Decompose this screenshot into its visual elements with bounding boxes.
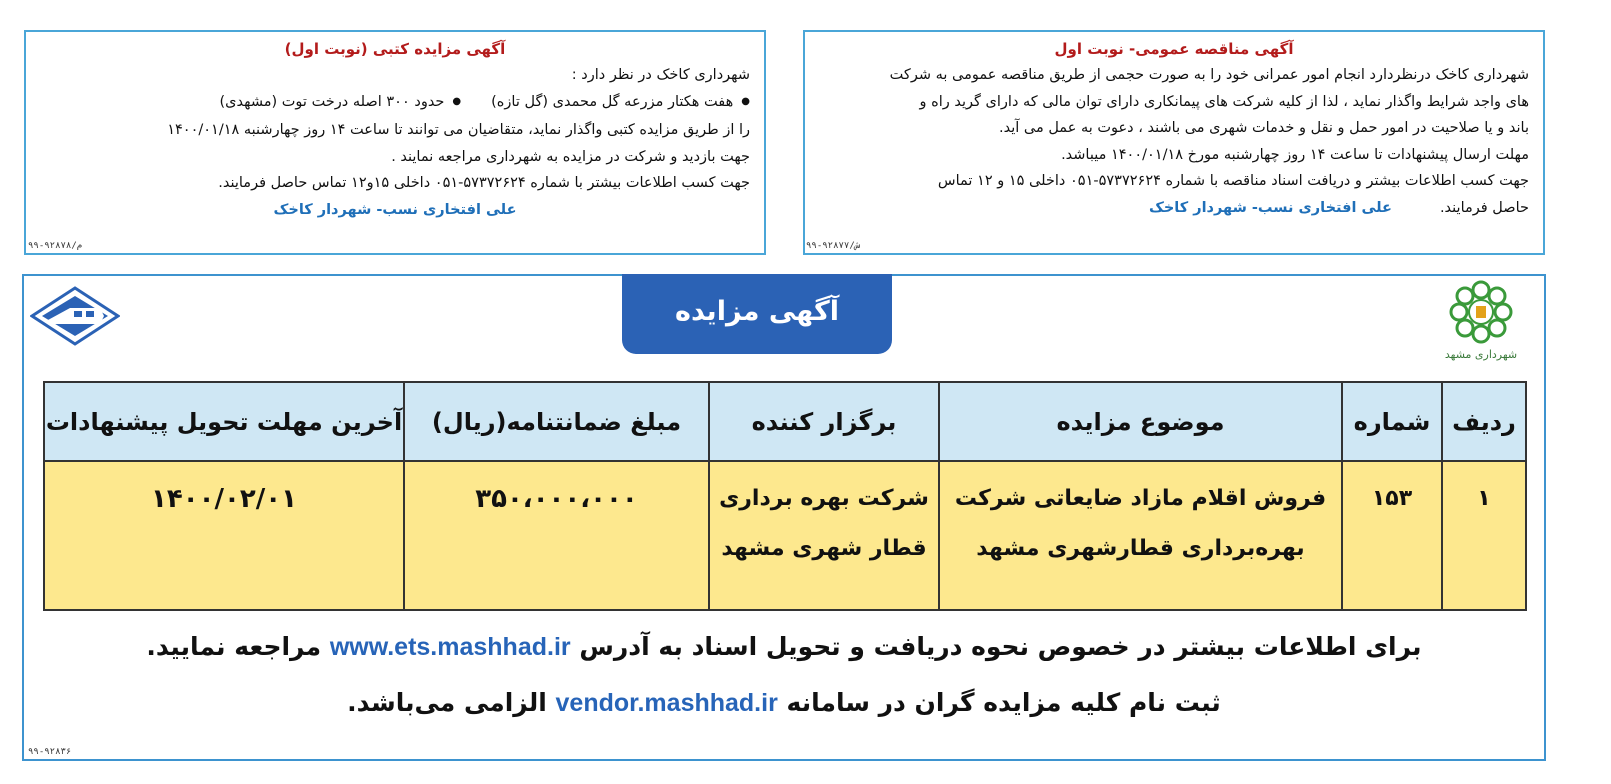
right-ad-body-line: شهرداری کاخک درنظردارد انجام امور عمرانی خود را به صورت حجمی از طریق مناقصه عمومی به شرکت (889, 67, 1529, 83)
right-ad-body-line: جهت کسب اطلاعات بیشتر و دریافت اسناد مناقصه با شماره ۵۷۳۷۲۶۲۴-۰۵۱ داخلی ۱۵ و ۱۲ تماس (937, 173, 1529, 189)
left-ad-title: آگهی مزایده کتبی (نوبت اول) (284, 40, 506, 58)
row-number-cell: ۱۵۳ (1342, 461, 1442, 610)
right-ad-body-line: های واجد شرایط واگذار نماید ، لذا از کلیه شرکت های پیمانکاری دارای توان مالی که دارای گرید راه و (919, 93, 1529, 110)
table-header-cell: برگزار کننده (709, 382, 939, 461)
table-row (44, 461, 1526, 610)
subject-line: بهره‌برداری قطارشهری مشهد (976, 536, 1305, 561)
vendor-website-link[interactable]: vendor.mashhad.ir (555, 689, 778, 717)
main-ad-ref-code: ۹۹-۹۲۸۳۶ (28, 747, 72, 757)
right-ad-body-line: باند و یا صلاحیت در امور حمل و نقل و خدمات شهری می باشند ، دعوت به عمل می آید. (998, 120, 1529, 136)
left-ad-ref-code: ۹۹-۹۲۸۷۸/م (28, 241, 83, 251)
left-ad-body-line: را از طریق مزایده کتبی واگذار نماید، متقاضیان می توانند تا ساعت ۱۴ روز چهارشنبه ۱۴۰۰/۰۱/۱۸ (167, 122, 750, 138)
municipality-logo-icon (1440, 280, 1522, 361)
row-deadline-cell: ۱۴۰۰/۰۲/۰۱ (44, 461, 404, 610)
table-header-cell: شماره (1342, 382, 1442, 461)
left-ad-items (26, 89, 764, 118)
row-subject-cell (939, 461, 1342, 610)
left-ad-body-line: جهت کسب اطلاعات بیشتر با شماره ۵۷۳۷۲۶۲۴-۰۵۱ داخلی ۱۵و۱۲ تماس حاصل فرمایند. (218, 175, 750, 191)
metro-logo-icon (30, 286, 120, 350)
main-ad-title: آگهی مزایده (622, 274, 892, 354)
right-tender-ad (803, 30, 1545, 255)
note1-text-before: برای اطلاعات بیشتر در خصوص نحوه دریافت و تحویل اسناد به آدرس (579, 632, 1422, 661)
table-header-cell: ردیف (1442, 382, 1526, 461)
left-ad-signature: علی افتخاری نسب- شهردار کاخک (273, 201, 517, 218)
left-ad-body-line: جهت بازدید و شرکت در مزایده به شهرداری مراجعه نمایند . (391, 148, 750, 165)
right-ad-title: آگهی مناقصه عمومی- نوبت اول (1054, 40, 1294, 58)
row-guarantee-cell: ۳۵۰،۰۰۰،۰۰۰ (404, 461, 709, 610)
note1-text-after: مراجعه نمایید. (146, 632, 322, 661)
note2-text-before: ثبت نام کلیه مزایده گران در سامانه (786, 688, 1221, 717)
auction-table (43, 381, 1527, 611)
right-ad-last-line: حاصل فرمایند. (1439, 199, 1529, 216)
right-ad-signature: علی افتخاری نسب- شهردار کاخک (1149, 199, 1392, 216)
table-header-cell: موضوع مزایده (939, 382, 1342, 461)
municipality-logo-text: شهرداری مشهد (1444, 348, 1518, 361)
info-note-2 (22, 688, 1546, 718)
table-header-cell: آخرین مهلت تحویل پیشنهادات (44, 382, 404, 461)
organizer-line: شرکت بهره برداری (719, 486, 929, 511)
organizer-line: قطار شهری مشهد (721, 536, 927, 561)
info-note-1 (22, 632, 1546, 662)
left-ad-item: ● هفت هکتار مزرعه گل محمدی (گل تازه) (491, 89, 750, 118)
note2-text-after: الزامی می‌باشد. (347, 688, 547, 717)
table-header-cell: مبلغ ضمانتنامه(ریال) (404, 382, 709, 461)
right-ad-body-line: مهلت ارسال پیشنهادات تا ساعت ۱۴ روز چهارشنبه مورخ ۱۴۰۰/۰۱/۱۸ میباشد. (1061, 146, 1529, 163)
right-ad-footer (805, 195, 1543, 222)
row-index-cell: ۱ (1442, 461, 1526, 610)
left-auction-ad (24, 30, 766, 255)
left-ad-item: ● حدود ۳۰۰ اصله درخت توت (مشهدی) (220, 89, 462, 118)
subject-line: فروش اقلام مازاد ضایعاتی شرکت (954, 486, 1327, 511)
right-ad-ref-code: ۹۹-۹۲۸۷۷/ش (806, 241, 861, 251)
table-header-row (44, 382, 1526, 461)
left-ad-intro: شهرداری کاخک در نظر دارد : (571, 67, 750, 83)
row-organizer-cell (709, 461, 939, 610)
ets-website-link[interactable]: www.ets.mashhad.ir (329, 633, 571, 661)
